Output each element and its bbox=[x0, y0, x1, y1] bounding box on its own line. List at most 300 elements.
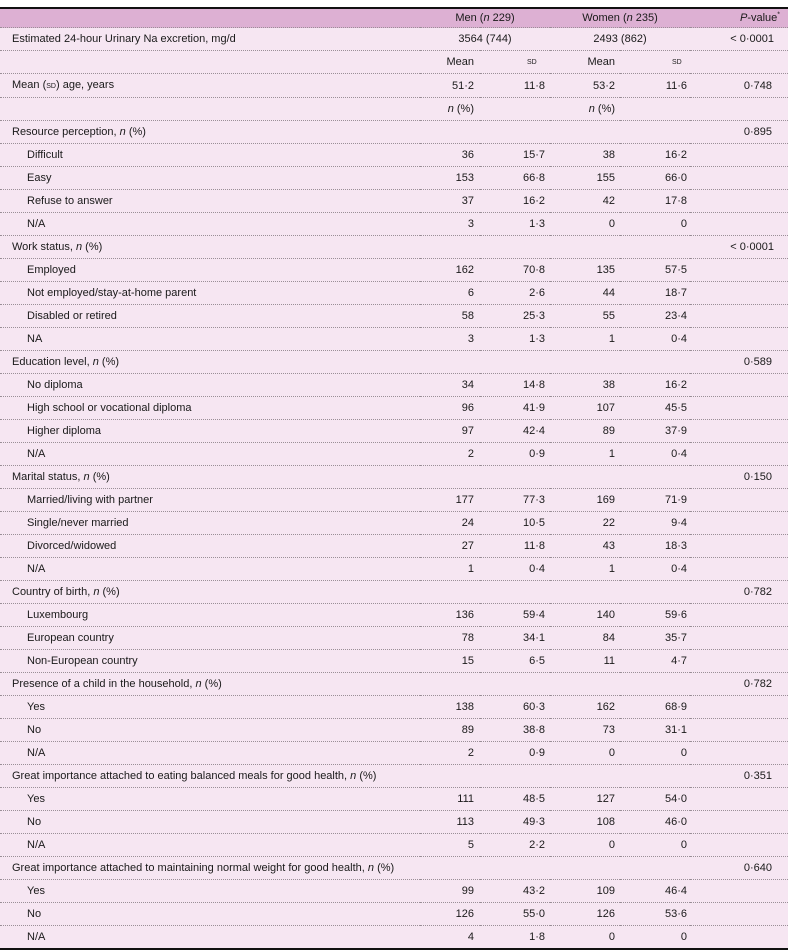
p-value: 0·589 bbox=[690, 351, 788, 374]
row-label: Estimated 24-hour Urinary Na excretion, mg/d bbox=[0, 28, 420, 51]
group-label-suffix: , n (%) bbox=[361, 862, 395, 874]
empty-cell bbox=[550, 765, 620, 788]
empty-cell bbox=[690, 903, 788, 926]
men-pct: 11·8 bbox=[480, 535, 550, 558]
group-label bbox=[0, 581, 420, 604]
men-n: 34 bbox=[420, 374, 480, 397]
group-label-text: Marital status bbox=[12, 471, 78, 483]
men-value: 3564 (744) bbox=[420, 28, 550, 51]
women-n-pct-text: n (%) bbox=[588, 103, 616, 115]
men-pct: 16·2 bbox=[480, 190, 550, 213]
table-row bbox=[0, 420, 788, 443]
table-row bbox=[0, 190, 788, 213]
table-row bbox=[0, 443, 788, 466]
men-n: 58 bbox=[420, 305, 480, 328]
men-pct: 70·8 bbox=[480, 259, 550, 282]
men-n: 136 bbox=[420, 604, 480, 627]
empty-cell bbox=[0, 51, 420, 74]
row-label: No bbox=[0, 719, 420, 742]
empty-cell bbox=[420, 351, 480, 374]
men-n: 5 bbox=[420, 834, 480, 857]
header-label bbox=[0, 8, 420, 28]
row-label: NA bbox=[0, 328, 420, 351]
group-label bbox=[0, 673, 420, 696]
empty-cell bbox=[690, 328, 788, 351]
women-n: 109 bbox=[550, 880, 620, 903]
women-n: 1 bbox=[550, 558, 620, 581]
table-row bbox=[0, 719, 788, 742]
men-sd-header: sd bbox=[480, 51, 550, 74]
empty-cell bbox=[690, 305, 788, 328]
women-n: 43 bbox=[550, 535, 620, 558]
women-pct: 23·4 bbox=[620, 305, 690, 328]
men-pct: 60·3 bbox=[480, 696, 550, 719]
women-n: 1 bbox=[550, 443, 620, 466]
empty-cell bbox=[690, 282, 788, 305]
table-row bbox=[0, 788, 788, 811]
women-pct: 46·0 bbox=[620, 811, 690, 834]
empty-cell bbox=[690, 167, 788, 190]
group-label-suffix: , n (%) bbox=[344, 770, 377, 782]
women-n: 0 bbox=[550, 926, 620, 950]
empty-cell bbox=[690, 374, 788, 397]
row-label: Non-European country bbox=[0, 650, 420, 673]
empty-cell bbox=[550, 121, 620, 144]
header-men-text: Men (n 229) bbox=[455, 12, 515, 24]
empty-cell bbox=[690, 443, 788, 466]
table-row bbox=[0, 167, 788, 190]
women-pct: 0·4 bbox=[620, 558, 690, 581]
women-pct: 0·4 bbox=[620, 328, 690, 351]
men-n: 36 bbox=[420, 144, 480, 167]
group-label bbox=[0, 121, 420, 144]
group-label-text: Country of birth bbox=[12, 586, 88, 598]
men-n: 89 bbox=[420, 719, 480, 742]
group-label-text: Great importance attached to eating balanced meals for good health bbox=[12, 770, 345, 782]
row-label bbox=[0, 74, 420, 98]
table-row bbox=[0, 374, 788, 397]
group-header-row bbox=[0, 857, 788, 880]
empty-cell bbox=[690, 811, 788, 834]
empty-cell bbox=[420, 673, 480, 696]
women-pct: 57·5 bbox=[620, 259, 690, 282]
empty-cell bbox=[620, 236, 690, 259]
women-pct: 45·5 bbox=[620, 397, 690, 420]
group-label bbox=[0, 351, 420, 374]
empty-cell bbox=[480, 98, 550, 121]
row-label: Yes bbox=[0, 788, 420, 811]
row-label: Luxembourg bbox=[0, 604, 420, 627]
men-pct: 10·5 bbox=[480, 512, 550, 535]
women-n-pct-header bbox=[550, 98, 620, 121]
empty-cell bbox=[420, 581, 480, 604]
women-pct: 0·4 bbox=[620, 443, 690, 466]
row-label: No diploma bbox=[0, 374, 420, 397]
women-pct: 0 bbox=[620, 213, 690, 236]
empty-cell bbox=[690, 788, 788, 811]
men-pct: 66·8 bbox=[480, 167, 550, 190]
table-row bbox=[0, 259, 788, 282]
men-pct: 1·3 bbox=[480, 213, 550, 236]
men-pct: 42·4 bbox=[480, 420, 550, 443]
men-pct: 25·3 bbox=[480, 305, 550, 328]
p-value: 0·150 bbox=[690, 466, 788, 489]
table-container bbox=[0, 7, 788, 950]
women-n: 127 bbox=[550, 788, 620, 811]
women-pct: 31·1 bbox=[620, 719, 690, 742]
empty-cell bbox=[620, 857, 690, 880]
women-n: 107 bbox=[550, 397, 620, 420]
empty-cell bbox=[690, 98, 788, 121]
group-header-row bbox=[0, 765, 788, 788]
men-n: 111 bbox=[420, 788, 480, 811]
group-label-suffix: , n (%) bbox=[189, 678, 222, 690]
p-value: < 0·0001 bbox=[690, 28, 788, 51]
empty-cell bbox=[690, 742, 788, 765]
empty-cell bbox=[690, 259, 788, 282]
group-label-suffix: , n (%) bbox=[113, 126, 146, 138]
men-n: 96 bbox=[420, 397, 480, 420]
empty-cell bbox=[690, 512, 788, 535]
men-pct: 15·7 bbox=[480, 144, 550, 167]
women-n: 55 bbox=[550, 305, 620, 328]
group-header-row bbox=[0, 236, 788, 259]
empty-cell bbox=[420, 466, 480, 489]
empty-cell bbox=[620, 351, 690, 374]
row-label: Refuse to answer bbox=[0, 190, 420, 213]
women-pct: 18·3 bbox=[620, 535, 690, 558]
table-row bbox=[0, 213, 788, 236]
table-row bbox=[0, 926, 788, 950]
row-label: N/A bbox=[0, 558, 420, 581]
row-label: High school or vocational diploma bbox=[0, 397, 420, 420]
group-header-row bbox=[0, 581, 788, 604]
age-label-pre: Mean ( bbox=[12, 79, 47, 91]
empty-cell bbox=[690, 604, 788, 627]
table-row bbox=[0, 397, 788, 420]
row-label: Single/never married bbox=[0, 512, 420, 535]
men-n: 2 bbox=[420, 443, 480, 466]
empty-cell bbox=[550, 673, 620, 696]
empty-cell bbox=[0, 98, 420, 121]
men-n: 97 bbox=[420, 420, 480, 443]
women-n: 84 bbox=[550, 627, 620, 650]
empty-cell bbox=[690, 51, 788, 74]
empty-cell bbox=[620, 673, 690, 696]
header-women bbox=[550, 8, 690, 28]
men-n: 1 bbox=[420, 558, 480, 581]
group-label bbox=[0, 236, 420, 259]
men-pct: 41·9 bbox=[480, 397, 550, 420]
empty-cell bbox=[480, 121, 550, 144]
group-header-row bbox=[0, 121, 788, 144]
women-n: 140 bbox=[550, 604, 620, 627]
women-n: 0 bbox=[550, 213, 620, 236]
women-n: 22 bbox=[550, 512, 620, 535]
group-label bbox=[0, 765, 420, 788]
men-n: 99 bbox=[420, 880, 480, 903]
header-men bbox=[420, 8, 550, 28]
women-mean-header: Mean bbox=[550, 51, 620, 74]
women-pct: 37·9 bbox=[620, 420, 690, 443]
women-n: 1 bbox=[550, 328, 620, 351]
table-row bbox=[0, 811, 788, 834]
table-row bbox=[0, 604, 788, 627]
group-label-text: Education level bbox=[12, 356, 87, 368]
men-n: 177 bbox=[420, 489, 480, 512]
empty-cell bbox=[480, 581, 550, 604]
women-n: 42 bbox=[550, 190, 620, 213]
women-sd-header: sd bbox=[620, 51, 690, 74]
women-n: 89 bbox=[550, 420, 620, 443]
mean-sd-subheader bbox=[0, 51, 788, 74]
row-label: Disabled or retired bbox=[0, 305, 420, 328]
men-n: 3 bbox=[420, 328, 480, 351]
men-n: 78 bbox=[420, 627, 480, 650]
women-n: 0 bbox=[550, 834, 620, 857]
row-label: Divorced/widowed bbox=[0, 535, 420, 558]
row-label: N/A bbox=[0, 742, 420, 765]
table-row bbox=[0, 696, 788, 719]
women-pct: 0 bbox=[620, 926, 690, 950]
empty-cell bbox=[550, 466, 620, 489]
women-pct: 16·2 bbox=[620, 144, 690, 167]
empty-cell bbox=[620, 765, 690, 788]
empty-cell bbox=[420, 121, 480, 144]
men-n: 113 bbox=[420, 811, 480, 834]
row-label: Yes bbox=[0, 696, 420, 719]
p-value: 0·351 bbox=[690, 765, 788, 788]
row-label: Higher diploma bbox=[0, 420, 420, 443]
empty-cell bbox=[690, 144, 788, 167]
women-n: 162 bbox=[550, 696, 620, 719]
women-pct: 9·4 bbox=[620, 512, 690, 535]
women-n: 73 bbox=[550, 719, 620, 742]
men-pct: 0·9 bbox=[480, 443, 550, 466]
table-row bbox=[0, 328, 788, 351]
men-pct: 59·4 bbox=[480, 604, 550, 627]
men-pct: 49·3 bbox=[480, 811, 550, 834]
table-row bbox=[0, 834, 788, 857]
men-mean-header: Mean bbox=[420, 51, 480, 74]
men-n: 162 bbox=[420, 259, 480, 282]
men-pct: 43·2 bbox=[480, 880, 550, 903]
table-row bbox=[0, 144, 788, 167]
group-label-text: Great importance attached to maintaining normal weight for good health bbox=[12, 862, 362, 874]
men-n: 15 bbox=[420, 650, 480, 673]
row-label: N/A bbox=[0, 926, 420, 950]
empty-cell bbox=[550, 581, 620, 604]
empty-cell bbox=[480, 857, 550, 880]
empty-cell bbox=[480, 351, 550, 374]
header-pvalue bbox=[690, 8, 788, 28]
women-n: 11 bbox=[550, 650, 620, 673]
women-pct: 17·8 bbox=[620, 190, 690, 213]
header-women-text: Women (n 235) bbox=[582, 12, 658, 24]
men-n-pct-header bbox=[420, 98, 480, 121]
row-label: European country bbox=[0, 627, 420, 650]
table-row bbox=[0, 535, 788, 558]
table-row bbox=[0, 305, 788, 328]
empty-cell bbox=[690, 535, 788, 558]
row-label: Not employed/stay-at-home parent bbox=[0, 282, 420, 305]
women-n: 169 bbox=[550, 489, 620, 512]
empty-cell bbox=[690, 190, 788, 213]
women-pct: 0 bbox=[620, 742, 690, 765]
women-n: 108 bbox=[550, 811, 620, 834]
group-label-text: Work status bbox=[12, 241, 70, 253]
men-pct: 48·5 bbox=[480, 788, 550, 811]
men-pct: 0·9 bbox=[480, 742, 550, 765]
empty-cell bbox=[420, 765, 480, 788]
empty-cell bbox=[690, 489, 788, 512]
empty-cell bbox=[690, 420, 788, 443]
group-label-suffix: , n (%) bbox=[86, 356, 120, 368]
men-pct: 2·2 bbox=[480, 834, 550, 857]
men-mean: 51·2 bbox=[420, 74, 480, 98]
men-n: 27 bbox=[420, 535, 480, 558]
table-row bbox=[0, 650, 788, 673]
empty-cell bbox=[690, 834, 788, 857]
men-n-pct-text: n (%) bbox=[447, 103, 474, 115]
age-label-sd: sd bbox=[46, 80, 56, 91]
group-label-suffix: , n (%) bbox=[69, 241, 103, 253]
women-mean: 53·2 bbox=[550, 74, 620, 98]
row-label: N/A bbox=[0, 443, 420, 466]
women-pct: 0 bbox=[620, 834, 690, 857]
empty-cell bbox=[480, 765, 550, 788]
row-label: Easy bbox=[0, 167, 420, 190]
group-label bbox=[0, 466, 420, 489]
p-value: < 0·0001 bbox=[690, 236, 788, 259]
row-label: N/A bbox=[0, 213, 420, 236]
men-pct: 1·8 bbox=[480, 926, 550, 950]
empty-cell bbox=[690, 397, 788, 420]
table-row bbox=[0, 742, 788, 765]
men-n: 2 bbox=[420, 742, 480, 765]
men-pct: 1·3 bbox=[480, 328, 550, 351]
p-value: 0·640 bbox=[690, 857, 788, 880]
women-pct: 35·7 bbox=[620, 627, 690, 650]
table-row bbox=[0, 880, 788, 903]
men-n: 6 bbox=[420, 282, 480, 305]
men-pct: 2·6 bbox=[480, 282, 550, 305]
empty-cell bbox=[690, 696, 788, 719]
empty-cell bbox=[620, 581, 690, 604]
men-n: 37 bbox=[420, 190, 480, 213]
women-pct: 54·0 bbox=[620, 788, 690, 811]
empty-cell bbox=[620, 466, 690, 489]
men-n: 3 bbox=[420, 213, 480, 236]
table-row bbox=[0, 558, 788, 581]
p-value: 0·895 bbox=[690, 121, 788, 144]
men-pct: 77·3 bbox=[480, 489, 550, 512]
empty-cell bbox=[690, 650, 788, 673]
women-pct: 53·6 bbox=[620, 903, 690, 926]
empty-cell bbox=[550, 351, 620, 374]
characteristics-table bbox=[0, 7, 788, 950]
row-label: No bbox=[0, 903, 420, 926]
women-pct: 59·6 bbox=[620, 604, 690, 627]
age-label-post: ) age, years bbox=[55, 79, 115, 91]
footnote-mark: * bbox=[777, 11, 781, 19]
women-n: 135 bbox=[550, 259, 620, 282]
women-pct: 16·2 bbox=[620, 374, 690, 397]
men-pct: 55·0 bbox=[480, 903, 550, 926]
p-value: 0·782 bbox=[690, 673, 788, 696]
women-n: 38 bbox=[550, 144, 620, 167]
women-pct: 71·9 bbox=[620, 489, 690, 512]
empty-cell bbox=[480, 673, 550, 696]
group-label-suffix: , n (%) bbox=[77, 471, 110, 483]
men-pct: 14·8 bbox=[480, 374, 550, 397]
table-row bbox=[0, 512, 788, 535]
men-pct: 34·1 bbox=[480, 627, 550, 650]
group-label bbox=[0, 857, 420, 880]
women-n: 44 bbox=[550, 282, 620, 305]
men-n: 126 bbox=[420, 903, 480, 926]
empty-cell bbox=[690, 926, 788, 950]
group-header-row bbox=[0, 673, 788, 696]
p-value: 0·748 bbox=[690, 74, 788, 98]
empty-cell bbox=[480, 466, 550, 489]
table-row bbox=[0, 282, 788, 305]
women-pct: 18·7 bbox=[620, 282, 690, 305]
header-row bbox=[0, 8, 788, 28]
women-value: 2493 (862) bbox=[550, 28, 690, 51]
women-pct: 68·9 bbox=[620, 696, 690, 719]
empty-cell bbox=[690, 627, 788, 650]
women-pct: 46·4 bbox=[620, 880, 690, 903]
empty-cell bbox=[690, 880, 788, 903]
empty-cell bbox=[620, 98, 690, 121]
row-label: Married/living with partner bbox=[0, 489, 420, 512]
empty-cell bbox=[480, 236, 550, 259]
women-n: 38 bbox=[550, 374, 620, 397]
group-header-row bbox=[0, 351, 788, 374]
empty-cell bbox=[420, 857, 480, 880]
women-sd: 11·6 bbox=[620, 74, 690, 98]
men-n: 24 bbox=[420, 512, 480, 535]
row-label: Yes bbox=[0, 880, 420, 903]
row-label: No bbox=[0, 811, 420, 834]
p-value: 0·782 bbox=[690, 581, 788, 604]
header-pvalue-text: P-value bbox=[739, 12, 778, 24]
row-label: Employed bbox=[0, 259, 420, 282]
women-n: 0 bbox=[550, 742, 620, 765]
empty-cell bbox=[690, 213, 788, 236]
men-sd: 11·8 bbox=[480, 74, 550, 98]
empty-cell bbox=[550, 236, 620, 259]
group-label-suffix: , n (%) bbox=[87, 586, 120, 598]
women-n: 155 bbox=[550, 167, 620, 190]
men-n: 153 bbox=[420, 167, 480, 190]
row-label: Difficult bbox=[0, 144, 420, 167]
women-pct: 4·7 bbox=[620, 650, 690, 673]
empty-cell bbox=[620, 121, 690, 144]
men-pct: 6·5 bbox=[480, 650, 550, 673]
empty-cell bbox=[690, 558, 788, 581]
group-label-text: Resource perception bbox=[12, 126, 114, 138]
group-label-text: Presence of a child in the household bbox=[12, 678, 190, 690]
table-row bbox=[0, 489, 788, 512]
table-row bbox=[0, 627, 788, 650]
row-label: N/A bbox=[0, 834, 420, 857]
women-pct: 66·0 bbox=[620, 167, 690, 190]
table-row bbox=[0, 903, 788, 926]
empty-cell bbox=[550, 857, 620, 880]
n-pct-subheader bbox=[0, 98, 788, 121]
